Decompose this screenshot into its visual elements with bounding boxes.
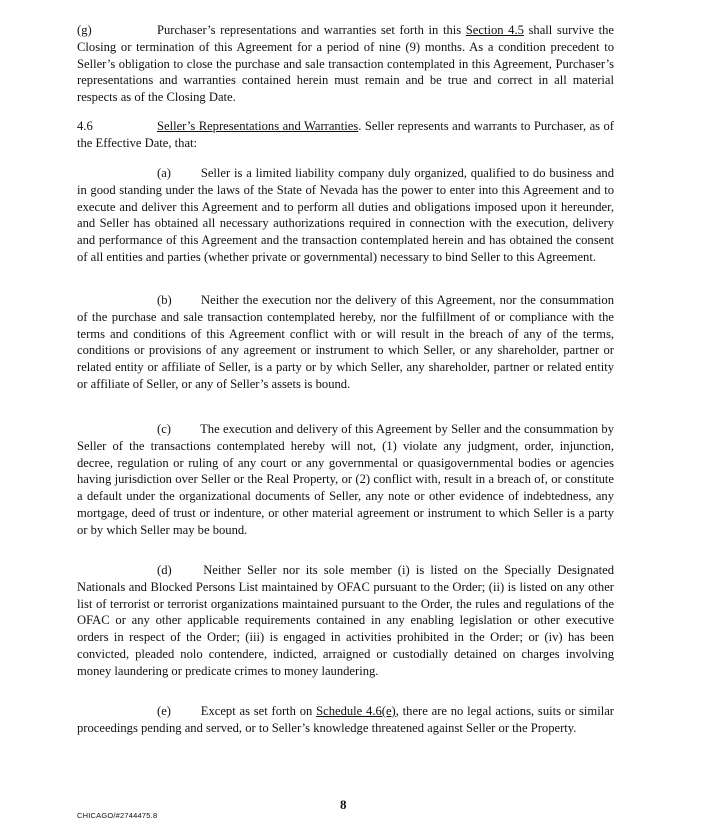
paragraph-g [77, 22, 614, 106]
section-4-6-number: 4.6 [77, 119, 93, 133]
section-4-5-reference: Section 4.5 [465, 23, 524, 37]
paragraph-g-label: (g) [77, 23, 92, 37]
paragraph-e [77, 703, 614, 737]
paragraph-e-text-before: Except as set forth on [200, 704, 317, 718]
paragraph-g-text-after: shall survive the Closing or termination of this Agreement for a period of nine (9) months. As a condition precedent to Seller’s obligation to close the purchase and sale transaction contemplated in this Agreement, Purchaser’s representations and warranties contained herein must remain and be true and correct in all material respects as of the Closing Date. [77, 23, 614, 105]
paragraph-g-text-before: Purchaser’s representations and warranties set forth in this [157, 23, 466, 37]
paragraph-c [77, 421, 614, 539]
paragraph-a-text: Seller is a limited liability company duly organized, qualified to do business and in good standing under the laws of the State of Nevada has the power to enter into this Agreement and to execute and deliver this Agreement and to perform all duties and obligations imposed upon it hereunder, and Seller has obtained all necessary authorizations required in connection with the execution, delivery and performance of this Agreement and the transaction contemplated herein and has obtained the consent of all entities and parties (whether private or governmental) necessary to bind Seller to this Agreement. [77, 166, 615, 264]
page-number: 8 [340, 797, 347, 812]
section-4-6 [77, 118, 614, 152]
schedule-4-6e-reference: Schedule 4.6(e) [316, 704, 396, 718]
document-id: CHICAGO/#2744475.8 [77, 811, 158, 820]
paragraph-e-label: (e) [157, 704, 171, 718]
paragraph-c-text: The execution and delivery of this Agreement by Seller and the consummation by Seller of the transactions contemplated hereby will not, (1) violate any judgment, order, injunction, decree, regulation or ruling of any court or any governmental or quasigovernmental bodies or agencies having jurisdiction over Seller or the Real Property, or (2) conflict with, result in a breach of, or constitute a default under the organizational documents of Seller, any note or other evidence of indebtedness, any mortgage, deed of trust or indenture, or other material agreement or instrument to which Seller is a party or by which Seller may be bound. [77, 422, 615, 537]
section-4-6-heading: Seller’s Representations and Warranties [157, 119, 359, 133]
paragraph-b-label: (b) [157, 293, 172, 307]
paragraph-e-text-after: , there are no legal actions, suits or similar proceedings pending and served, or to Seller’s knowledge threatened against Seller or the Property. [77, 704, 615, 735]
paragraph-a [77, 165, 614, 266]
paragraph-d [77, 562, 614, 680]
paragraph-d-label: (d) [157, 563, 172, 577]
paragraph-c-label: (c) [157, 422, 171, 436]
paragraph-d-text: Neither Seller nor its sole member (i) is listed on the Specially Designated Nationals and Blocked Persons List maintained by OFAC pursuant to the Order; (ii) is listed on any other list of terrorist or terrorist organizations maintained pursuant to the Order, the rules and regulations of the OFAC or any other applicable requirements contained in any enabling legislation or other executive orders in respect of the Order; (iii) is engaged in activities prohibited in the Order; or (iv) has been convicted, pleaded nolo contendere, indicted, arraigned or custodially detained on charges involving money laundering or predicate crimes to money laundering. [77, 563, 614, 678]
section-4-6-text: . Seller represents and warrants to Purchaser, as of the Effective Date, that: [77, 119, 614, 150]
paragraph-b-text: Neither the execution nor the delivery of this Agreement, nor the consummation of the purchase and sale transaction contemplated hereby, nor the fulfillment of or compliance with the terms and conditions of this Agreement conflict with or will result in the breach of any of the terms, conditions or provisions of any agreement or instrument to which Seller, or any shareholder, partner or related entity or affiliate of Seller, is a party or by which Seller, any shareholder, partner or related entity or affiliate of Seller, or any of Seller’s assets is bound. [77, 293, 614, 391]
paragraph-a-label: (a) [157, 166, 171, 180]
paragraph-b [77, 292, 614, 393]
